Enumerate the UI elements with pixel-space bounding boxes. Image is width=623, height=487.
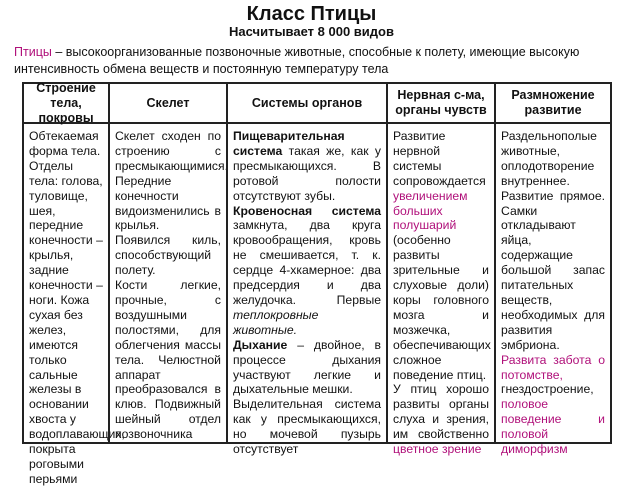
digestion-text: такая же, как у пресмыкающихся. В ротовой полости отсутствуют зубы.: [233, 143, 381, 203]
skeleton-p5: Челюстной аппарат преобразовался в клюв.: [115, 352, 221, 412]
nervous-highlight-1: увеличением больших полушарий: [393, 188, 468, 233]
column-reproduction: [494, 84, 610, 457]
cell-nervous-system: [388, 126, 494, 457]
cell-organ-systems: [228, 126, 386, 457]
nervous-text-3: У птиц хорошо развиты органы слуха и зрения, им свойственно: [393, 382, 489, 442]
nervous-text-2: (особенно развиты зрительные и слуховые доли) коры головного мозга и мозжечка, обеспечивающих сложное поведение птиц.: [393, 233, 491, 382]
circulation-text: замкнута, два круга кровообращения, кровь не смешивается, т. к. сердце 4-хкамерное: два предсердия и два желудочка. Первые: [233, 218, 381, 307]
cell-reproduction: [496, 126, 610, 457]
reproduction-highlight-1: Развита забота о потомстве,: [501, 352, 605, 382]
reproduction-highlight-2: половое поведение и половой диморфизм: [501, 397, 605, 457]
column-skeleton: [108, 84, 229, 442]
digestion-title: Пищеварительная система: [233, 129, 345, 158]
header-body-structure: Строение тела, покровы: [24, 84, 108, 124]
column-nervous-system: [386, 84, 494, 457]
birds-table: [22, 80, 612, 486]
breathing-text: – двойное, в процессе дыхания участвуют легкие и дыхательные мешки.: [233, 337, 381, 397]
page-subtitle: Насчитывает 8 000 видов: [229, 24, 394, 39]
circulation-title: Кровеносная система: [233, 203, 381, 218]
column-body-structure: [24, 80, 125, 486]
circulation-italic: теплокровные животные.: [233, 307, 319, 337]
breathing-title: Дыхание: [233, 337, 288, 352]
page-title: Класс Птицы: [246, 3, 377, 25]
column-organ-systems: [226, 84, 386, 457]
skeleton-p1: Скелет сходен по строению с пресмыкающимися.: [115, 129, 229, 173]
nervous-text-1: Развитие нервной системы сопровождается: [393, 129, 486, 188]
skeleton-p2: Передние конечности видоизменились в крылья.: [115, 173, 221, 233]
reproduction-text-2: гнездостроение,: [501, 382, 594, 397]
skeleton-p4: Кости легкие, прочные, с воздушными полостями, для облегчения массы тела.: [115, 278, 221, 367]
reproduction-text-1: Раздельнополые животные, оплодотворение внутреннее. Развитие прямое. Самки откладывают яйца, содержащие большой запас питательных веществ, необходимых для развития эмбриона.: [501, 129, 605, 352]
header-organ-systems: Системы органов: [228, 84, 386, 124]
intro-paragraph: [14, 44, 613, 78]
cell-body-structure: Обтекаемая форма тела. Отделы тела: голова, туловище, шея, передние конечности – крылья, задние конечности – ноги. Кожа сухая без желез, имеются только сальные железы в основании хвоста у водоплавающих, покрыта роговыми перьями: [29, 129, 125, 486]
skeleton-p6: Подвижный шейный отдел позвоночника: [115, 397, 221, 442]
excretion-text: Выделительная система как у пресмыкающихся, но мочевой пузырь отсутствует: [233, 397, 381, 457]
nervous-highlight-2: цветное зрение: [393, 442, 482, 457]
intro-text: – высокоорганизованные позвоночные животные, способные к полету, имеющие высокую интенсивность обмена веществ и постоянную температуру тела: [14, 45, 580, 76]
header-skeleton: Скелет: [110, 84, 226, 124]
header-reproduction: Размножение развитие: [496, 84, 610, 124]
cell-skeleton: [110, 126, 229, 442]
skeleton-p3: Появился киль, способствующий полету.: [115, 233, 221, 278]
header-nervous-system: Нервная с-ма, органы чувств: [388, 84, 494, 124]
intro-term: Птицы: [14, 45, 52, 59]
